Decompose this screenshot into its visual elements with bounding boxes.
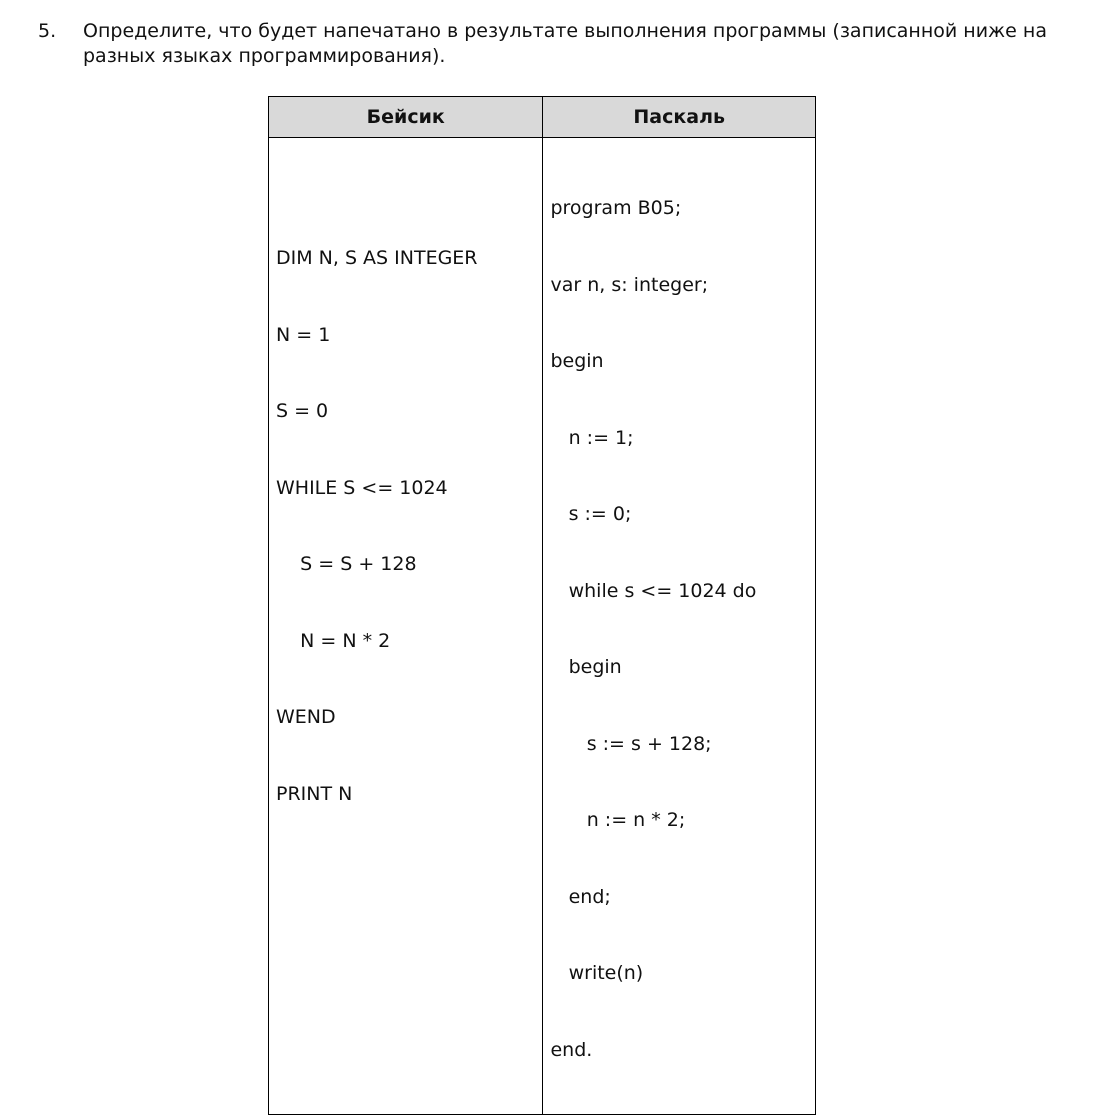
code-line: begin <box>550 350 604 372</box>
basic-code-cell <box>269 138 543 1115</box>
header-basic: Бейсик <box>269 97 543 138</box>
pascal-code <box>543 138 815 1114</box>
code-line: S = S + 128 <box>276 553 417 575</box>
table-row <box>269 138 816 1115</box>
code-line: DIM N, S AS INTEGER <box>276 247 478 269</box>
basic-code <box>269 138 542 858</box>
code-line: end; <box>550 885 611 908</box>
code-line: s := s + 128; <box>550 732 712 755</box>
code-line: PRINT N <box>276 782 353 805</box>
question-text: Определите, что будет напечатано в результате выполнения программы (записанной ниже на разных языках программирования). <box>83 20 1047 67</box>
code-line: var n, s: integer; <box>550 273 709 296</box>
pascal-code-cell <box>543 138 816 1115</box>
table-header-row <box>269 97 816 138</box>
code-line: end. <box>550 1038 593 1061</box>
code-line: N = 1 <box>276 323 331 346</box>
code-line: s := 0; <box>550 503 632 525</box>
code-table <box>268 96 816 1115</box>
code-line: S = 0 <box>276 400 329 422</box>
code-line: while s <= 1024 do <box>550 579 757 602</box>
code-line: begin <box>550 656 622 678</box>
code-line: WHILE S <= 1024 <box>276 476 448 499</box>
code-line: n := n * 2; <box>550 809 686 831</box>
code-line: WEND <box>276 706 336 728</box>
code-line: program B05; <box>550 197 682 219</box>
code-line: N = N * 2 <box>276 629 391 652</box>
question-number: 5. <box>38 20 57 42</box>
header-pascal: Паскаль <box>543 97 816 138</box>
code-line: write(n) <box>550 962 644 984</box>
code-line: n := 1; <box>550 426 634 449</box>
